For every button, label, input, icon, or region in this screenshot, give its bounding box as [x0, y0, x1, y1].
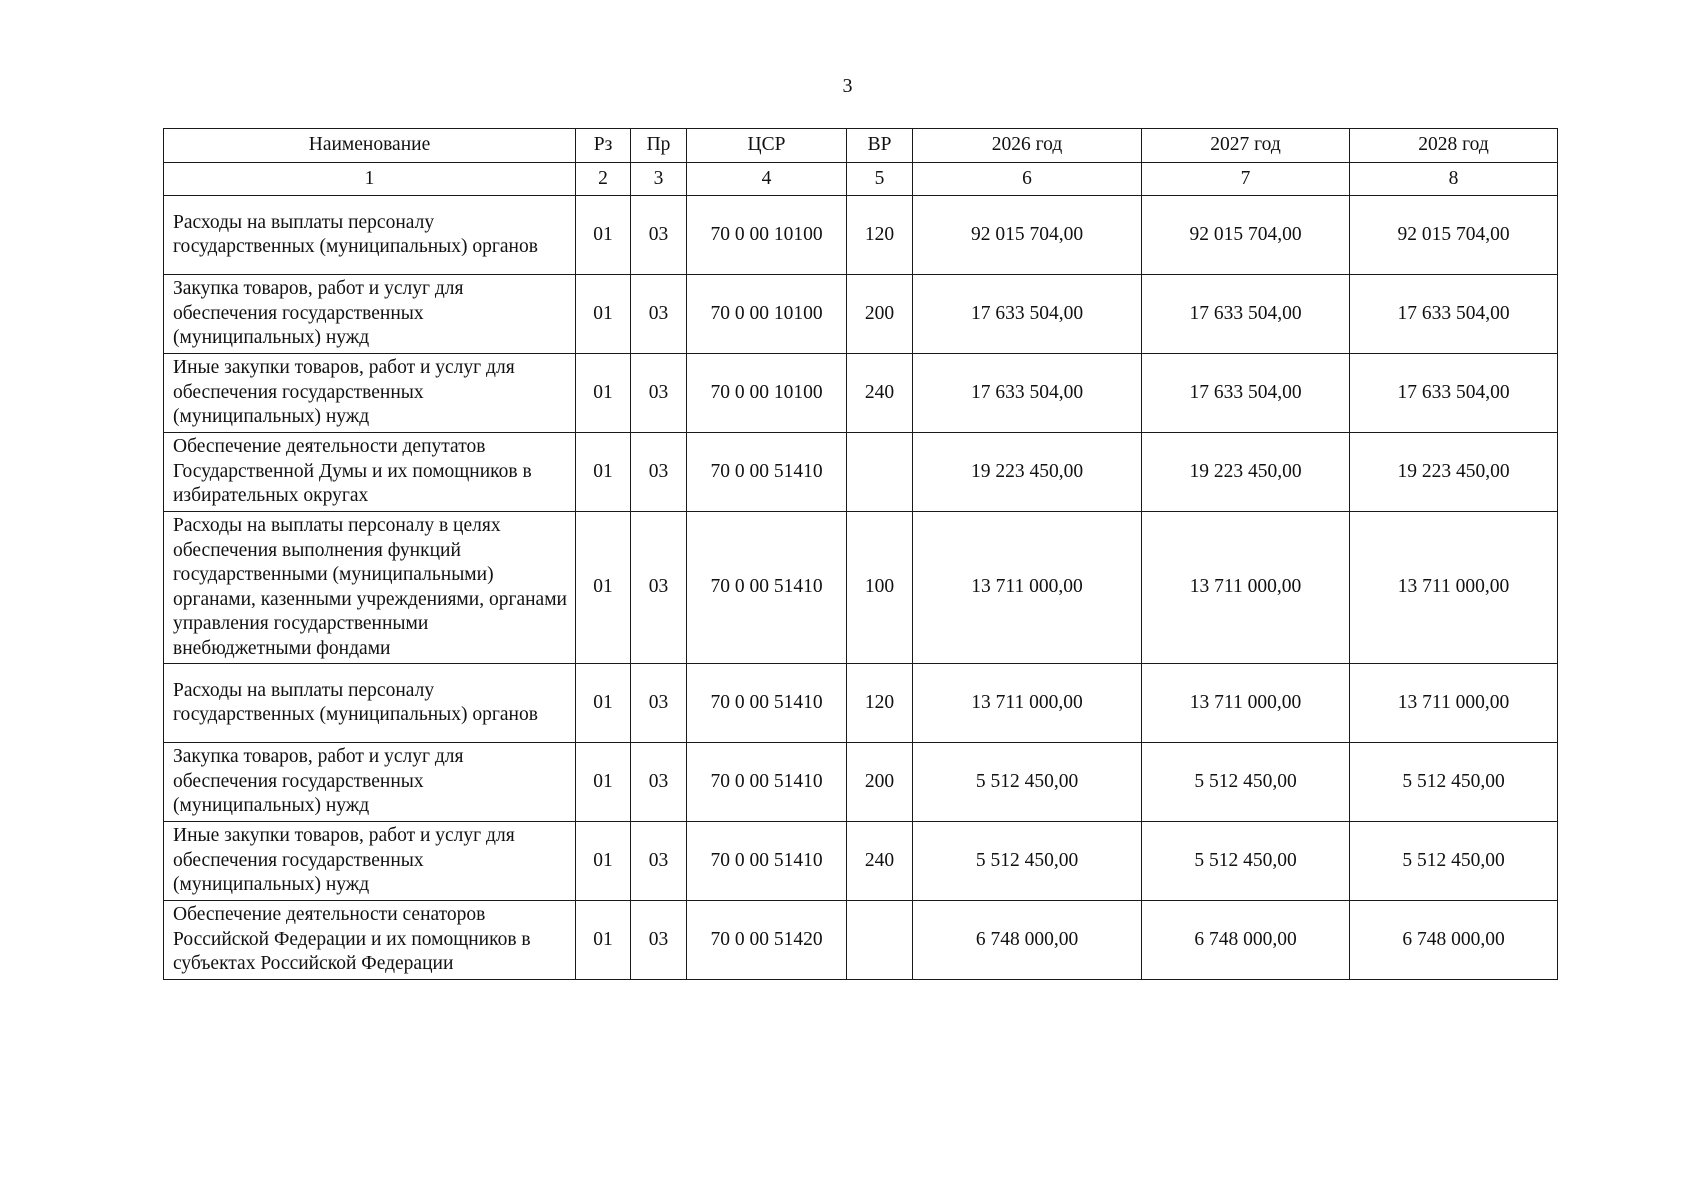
row-pr: 03 — [631, 354, 687, 433]
row-csr: 70 0 00 10100 — [687, 196, 847, 275]
row-pr: 03 — [631, 901, 687, 980]
row-name: Иные закупки товаров, работ и услуг для обеспечения государственных (муниципальных) нужд — [164, 354, 576, 433]
row-pr: 03 — [631, 822, 687, 901]
row-vr: 120 — [847, 196, 913, 275]
row-vr: 200 — [847, 275, 913, 354]
row-pr: 03 — [631, 433, 687, 512]
row-2027: 13 711 000,00 — [1142, 664, 1350, 743]
header-name: Наименование — [164, 129, 576, 163]
row-2028: 6 748 000,00 — [1350, 901, 1558, 980]
row-csr: 70 0 00 10100 — [687, 354, 847, 433]
row-2027: 92 015 704,00 — [1142, 196, 1350, 275]
table-row — [164, 822, 1558, 901]
row-pr: 03 — [631, 196, 687, 275]
row-2027: 5 512 450,00 — [1142, 822, 1350, 901]
header-csr: ЦСР — [687, 129, 847, 163]
table-row — [164, 743, 1558, 822]
row-name: Расходы на выплаты персоналу государственных (муниципальных) органов — [164, 196, 576, 275]
row-name: Закупка товаров, работ и услуг для обеспечения государственных (муниципальных) нужд — [164, 275, 576, 354]
row-2027: 17 633 504,00 — [1142, 354, 1350, 433]
column-number-row — [164, 163, 1558, 196]
column-number: 1 — [164, 163, 576, 196]
row-vr — [847, 901, 913, 980]
row-pr: 03 — [631, 743, 687, 822]
row-csr: 70 0 00 10100 — [687, 275, 847, 354]
row-vr: 120 — [847, 664, 913, 743]
row-csr: 70 0 00 51410 — [687, 822, 847, 901]
row-2026: 19 223 450,00 — [913, 433, 1142, 512]
table-row — [164, 433, 1558, 512]
row-2026: 17 633 504,00 — [913, 354, 1142, 433]
row-2026: 5 512 450,00 — [913, 822, 1142, 901]
header-2028: 2028 год — [1350, 129, 1558, 163]
header-2027: 2027 год — [1142, 129, 1350, 163]
row-name: Расходы на выплаты персоналу в целях обеспечения выполнения функций государственными (муниципальными) органами, казенными учреждениями, органами управления государственными внебюджетными фондами — [164, 512, 576, 664]
column-number: 5 — [847, 163, 913, 196]
row-2026: 13 711 000,00 — [913, 664, 1142, 743]
row-name: Закупка товаров, работ и услуг для обеспечения государственных (муниципальных) нужд — [164, 743, 576, 822]
row-pr: 03 — [631, 512, 687, 664]
row-csr: 70 0 00 51410 — [687, 512, 847, 664]
row-pr: 03 — [631, 275, 687, 354]
row-2026: 6 748 000,00 — [913, 901, 1142, 980]
row-2027: 6 748 000,00 — [1142, 901, 1350, 980]
row-2026: 17 633 504,00 — [913, 275, 1142, 354]
row-csr: 70 0 00 51410 — [687, 664, 847, 743]
row-2027: 13 711 000,00 — [1142, 512, 1350, 664]
row-rz: 01 — [576, 901, 631, 980]
header-row — [164, 129, 1558, 163]
table-row — [164, 354, 1558, 433]
row-vr: 100 — [847, 512, 913, 664]
row-rz: 01 — [576, 512, 631, 664]
column-number: 6 — [913, 163, 1142, 196]
header-2026: 2026 год — [913, 129, 1142, 163]
row-2026: 5 512 450,00 — [913, 743, 1142, 822]
table-row — [164, 901, 1558, 980]
page-number: 3 — [842, 75, 853, 97]
row-2028: 17 633 504,00 — [1350, 275, 1558, 354]
budget-table — [163, 128, 1558, 980]
column-number: 8 — [1350, 163, 1558, 196]
row-name: Расходы на выплаты персоналу государственных (муниципальных) органов — [164, 664, 576, 743]
row-pr: 03 — [631, 664, 687, 743]
table-row — [164, 196, 1558, 275]
row-2027: 17 633 504,00 — [1142, 275, 1350, 354]
row-vr: 200 — [847, 743, 913, 822]
row-rz: 01 — [576, 664, 631, 743]
row-csr: 70 0 00 51420 — [687, 901, 847, 980]
table-row — [164, 512, 1558, 664]
row-2026: 92 015 704,00 — [913, 196, 1142, 275]
row-name: Иные закупки товаров, работ и услуг для обеспечения государственных (муниципальных) нужд — [164, 822, 576, 901]
table-row — [164, 275, 1558, 354]
row-2027: 19 223 450,00 — [1142, 433, 1350, 512]
row-rz: 01 — [576, 433, 631, 512]
row-rz: 01 — [576, 275, 631, 354]
row-rz: 01 — [576, 354, 631, 433]
row-rz: 01 — [576, 822, 631, 901]
row-csr: 70 0 00 51410 — [687, 433, 847, 512]
row-2028: 19 223 450,00 — [1350, 433, 1558, 512]
row-vr: 240 — [847, 354, 913, 433]
row-2027: 5 512 450,00 — [1142, 743, 1350, 822]
row-2028: 17 633 504,00 — [1350, 354, 1558, 433]
row-name: Обеспечение деятельности депутатов Государственной Думы и их помощников в избирательных округах — [164, 433, 576, 512]
column-number: 4 — [687, 163, 847, 196]
row-rz: 01 — [576, 743, 631, 822]
row-2028: 92 015 704,00 — [1350, 196, 1558, 275]
row-rz: 01 — [576, 196, 631, 275]
row-vr: 240 — [847, 822, 913, 901]
row-2028: 13 711 000,00 — [1350, 664, 1558, 743]
row-2028: 13 711 000,00 — [1350, 512, 1558, 664]
row-csr: 70 0 00 51410 — [687, 743, 847, 822]
table-body — [164, 196, 1558, 980]
column-number: 3 — [631, 163, 687, 196]
row-2026: 13 711 000,00 — [913, 512, 1142, 664]
table-row — [164, 664, 1558, 743]
row-vr — [847, 433, 913, 512]
header-vr: ВР — [847, 129, 913, 163]
header-pr: Пр — [631, 129, 687, 163]
row-2028: 5 512 450,00 — [1350, 743, 1558, 822]
row-name: Обеспечение деятельности сенаторов Российской Федерации и их помощников в субъектах Российской Федерации — [164, 901, 576, 980]
header-rz: Рз — [576, 129, 631, 163]
column-number: 2 — [576, 163, 631, 196]
row-2028: 5 512 450,00 — [1350, 822, 1558, 901]
column-number: 7 — [1142, 163, 1350, 196]
